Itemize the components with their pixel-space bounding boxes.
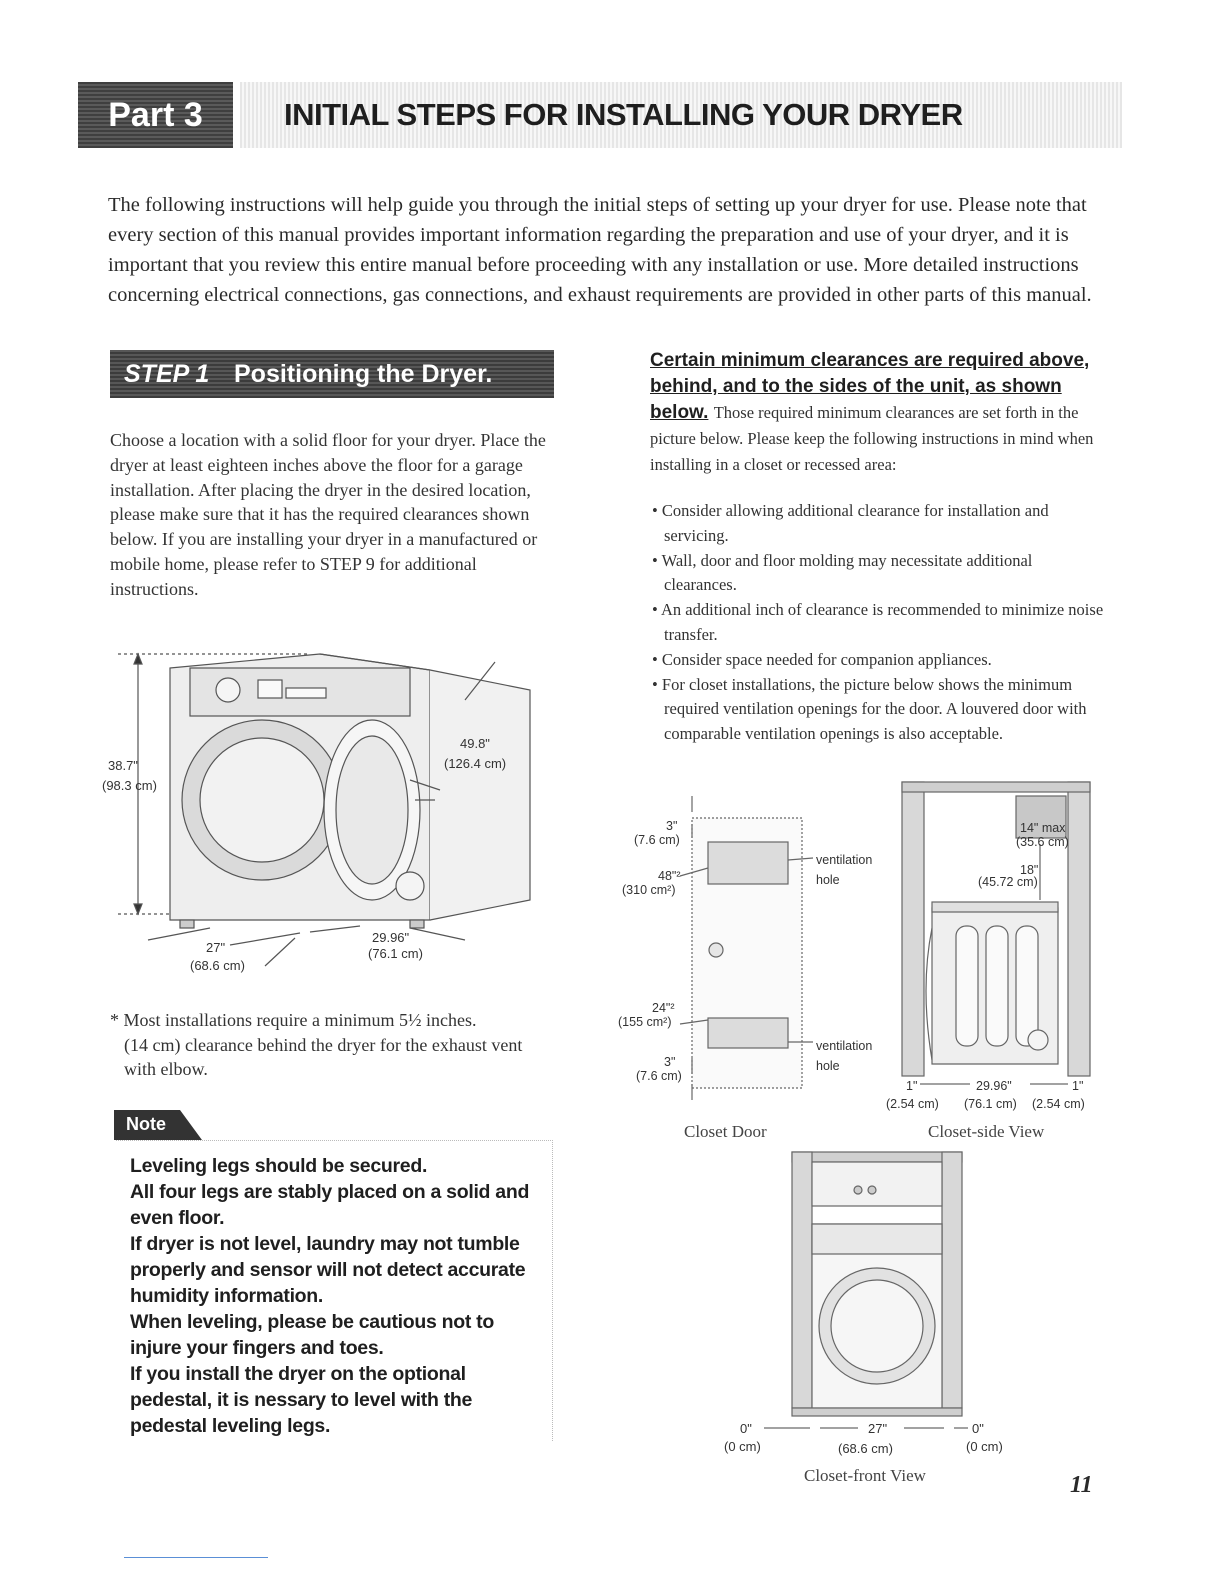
door-vent-hole-upper: hole (816, 873, 840, 887)
side-gap-right: 1" (1072, 1079, 1084, 1093)
door-bottom-gap-cm: (7.6 cm) (636, 1069, 682, 1083)
dryer-depth-open: 49.8" (460, 736, 490, 751)
side-depth: 29.96" (976, 1079, 1012, 1093)
door-upper-area-cm: (310 cm²) (622, 883, 676, 897)
note-tab (114, 1110, 202, 1140)
front-right-cm: (0 cm) (966, 1439, 1003, 1454)
front-left-cm: (0 cm) (724, 1439, 761, 1454)
footer-rule (124, 1557, 268, 1558)
door-lower-area: 24"² (652, 1001, 675, 1015)
front-width: 27" (868, 1421, 888, 1436)
list-item: • An additional inch of clearance is recommended to minimize noise transfer. (652, 600, 1104, 644)
clearances-heading-bold: Certain minimum clearances are required above, behind, and to the sides of the unit, as shown below. (650, 350, 1090, 423)
list-item: • Consider allowing additional clearance for installation and servicing. (652, 501, 1049, 545)
page-title (240, 82, 1122, 148)
dryer-depth-open-cm: (126.4 cm) (444, 756, 507, 771)
front-width-cm: (68.6 cm) (838, 1441, 893, 1456)
door-lower-area-cm: (155 cm²) (618, 1015, 672, 1029)
step-title: Positioning the Dryer. (234, 359, 493, 388)
door-vent-hole-lower: hole (816, 1059, 840, 1073)
step-banner (110, 350, 554, 398)
door-top-gap-cm: (7.6 cm) (634, 833, 680, 847)
footnote-line1: * Most installations require a minimum 5½ inches. (110, 1010, 477, 1030)
page-number: 11 (1070, 1472, 1093, 1498)
clearances-bullets (650, 499, 1105, 747)
side-max-cm: (35.6 cm) (1016, 835, 1069, 849)
footnote (110, 1008, 550, 1082)
dryer-width: 27" (206, 940, 226, 955)
side-max: 14" max (1020, 821, 1066, 835)
step-label: STEP 1 (124, 359, 210, 388)
door-vent-label-upper: ventilation (816, 853, 873, 867)
side-gap-right-cm: (2.54 cm) (1032, 1097, 1085, 1111)
dryer-height: 38.7" (108, 758, 138, 773)
side-gap-left-cm: (2.54 cm) (886, 1097, 939, 1111)
page-title-text: INITIAL STEPS FOR INSTALLING YOUR DRYER (284, 97, 963, 132)
closet-front-caption: Closet-front View (804, 1466, 926, 1485)
closet-side-diagram (880, 778, 1110, 1114)
side-top-cm: (45.72 cm) (978, 875, 1038, 889)
step-paragraph: Choose a location with a solid floor for your dryer. Place the dryer at least eighteen inches above the floor for a garage installation. After placing the dryer in the desired location, please make sure that it has the required clearances shown below. If you are installing your dryer in a manufactured or mobile home, please refer to STEP 9 for additional instructions. (110, 430, 546, 599)
door-vent-label-lower: ventilation (816, 1039, 873, 1053)
closet-side-caption: Closet-side View (928, 1122, 1045, 1141)
note-box (116, 1140, 553, 1441)
dryer-depth: 29.96" (372, 930, 410, 945)
front-left: 0" (740, 1421, 752, 1436)
dryer-dimensions-illustration (102, 650, 550, 973)
dryer-width-cm: (68.6 cm) (190, 958, 245, 973)
intro-paragraph: The following instructions will help guide you through the initial steps of setting up your dryer for use. Please note that every section of this manual provides important information regarding the preparation and use of your dryer, and it is important that you review this entire manual before proceeding with any installation or use. More detailed instructions concerning electrical connections, gas connections, and exhaust requirements are provided in other parts of this manual. (108, 194, 1092, 306)
dryer-height-cm: (98.3 cm) (102, 778, 157, 793)
note-line: When leveling, please be cautious not to injure your fingers and toes. (130, 1311, 494, 1359)
closet-door-diagram (608, 788, 898, 1118)
clearances-heading (650, 348, 1110, 478)
list-item: • Wall, door and floor molding may necessitate additional clearances. (652, 550, 1033, 595)
note-line: If you install the dryer on the optional pedestal, it is nessary to level with the pedestal leveling legs. (130, 1363, 473, 1437)
clearances-heading-tail: Those required minimum clearances are set forth in the picture below. Please keep the following instructions in mind when installing in a closet or recessed area: (650, 403, 1094, 474)
note-tab-label: Note (126, 1114, 166, 1134)
side-gap-left: 1" (906, 1079, 918, 1093)
closet-front-diagram (700, 1146, 1020, 1456)
note-line: All four legs are stably placed on a solid and even floor. (130, 1181, 530, 1229)
dryer-depth-cm: (76.1 cm) (368, 946, 423, 961)
footnote-line2: (14 cm) clearance behind the dryer for the exhaust vent with elbow. (124, 1034, 523, 1079)
door-bottom-gap: 3" (664, 1055, 676, 1069)
side-top: 18" (1020, 863, 1039, 877)
side-depth-cm: (76.1 cm) (964, 1097, 1017, 1111)
part-label: Part 3 (78, 82, 233, 148)
list-item: • For closet installations, the picture below shows the minimum required ventilation openings for the door. A louvered door with comparable ventilation openings is also acceptable. (652, 674, 1087, 744)
front-right: 0" (972, 1421, 984, 1436)
list-item: • Consider space needed for companion appliances. (652, 649, 992, 669)
note-line: Leveling legs should be secured. (130, 1155, 428, 1177)
door-upper-area: 48"² (658, 869, 681, 883)
door-top-gap: 3" (666, 819, 678, 833)
note-line: If dryer is not level, laundry may not tumble properly and sensor will not detect accurate humidity information. (130, 1233, 526, 1307)
closet-door-caption: Closet Door (684, 1122, 767, 1141)
